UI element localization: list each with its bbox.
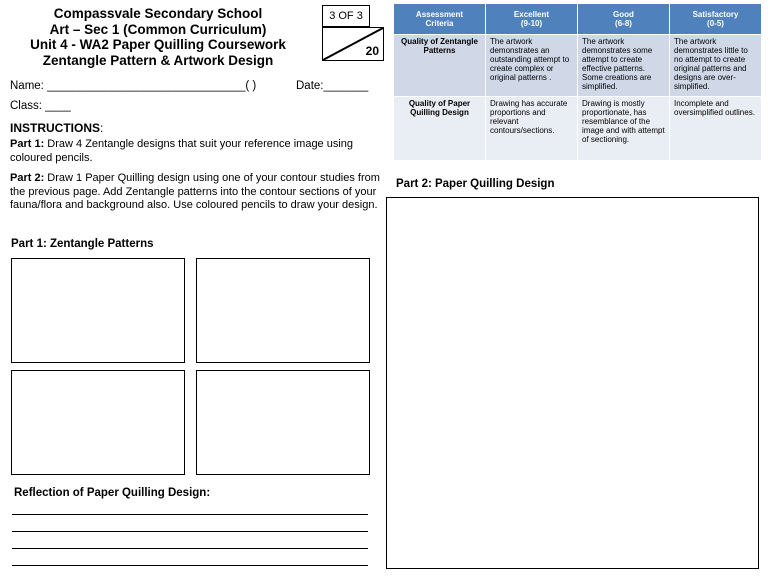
instruction-part1 xyxy=(10,138,380,165)
reflection-line-1[interactable] xyxy=(12,514,368,515)
part1-heading: Part 1: Zentangle Patterns xyxy=(11,238,154,250)
rubric-excellent: The artwork demonstrates an outstanding attempt to create complex or original patterns . xyxy=(486,35,578,97)
class-field[interactable] xyxy=(10,100,71,112)
rubric-header-good: Good (6-8) xyxy=(578,4,670,35)
rubric-good: Drawing is mostly proportionate, has resemblance of the image and with attempt of sectioning. xyxy=(578,97,670,161)
name-line: _______________________________( ) xyxy=(47,80,257,92)
part2-text: Draw 1 Paper Quilling design using one of your contour studies from the previous page. Add Zentangle patterns into the contour sections of your fauna/flora and background also. Use coloured pencils to draw your design. xyxy=(10,172,380,211)
instructions-heading: INSTRUCTIONS: xyxy=(10,121,104,135)
reflection-heading: Reflection of Paper Quilling Design: xyxy=(14,487,211,499)
reflection-line-2[interactable] xyxy=(12,531,368,532)
reflection-line-3[interactable] xyxy=(12,548,368,549)
name-label: Name: xyxy=(10,80,44,92)
rubric-row xyxy=(394,97,762,161)
document-header xyxy=(0,6,316,68)
name-field[interactable] xyxy=(10,80,256,92)
rubric-row xyxy=(394,35,762,97)
course-name: Art – Sec 1 (Common Curriculum) xyxy=(49,21,267,37)
class-line: ____ xyxy=(45,100,71,112)
zentangle-box-3[interactable] xyxy=(11,370,185,475)
score-box xyxy=(322,27,384,61)
zentangle-box-2[interactable] xyxy=(196,258,370,363)
rubric-good: The artwork demonstrates some attempt to create effective patterns. Some creations are simplified. xyxy=(578,35,670,97)
date-label: Date: xyxy=(296,80,324,92)
rubric-header-criteria: Assessment Criteria xyxy=(394,4,486,35)
rubric-header-row xyxy=(394,4,762,35)
total-marks: 20 xyxy=(365,44,379,58)
page-number: 3 OF 3 xyxy=(322,5,370,27)
rubric-satisfactory: Incomplete and oversimplified outlines. xyxy=(670,97,762,161)
rubric-header-excellent: Excellent (9-10) xyxy=(486,4,578,35)
rubric-satisfactory: The artwork demonstrates little to no attempt to create original patterns and designs are over-simplified. xyxy=(670,35,762,97)
part1-label: Part 1: xyxy=(10,138,45,150)
reflection-line-4[interactable] xyxy=(12,565,368,566)
rubric-criteria: Quality of Paper Quilling Design xyxy=(394,97,486,161)
quilling-design-box[interactable] xyxy=(386,197,759,569)
assessment-rubric xyxy=(393,3,762,161)
date-field[interactable] xyxy=(296,80,368,92)
date-line: _______ xyxy=(323,80,369,92)
rubric-header-satisfactory: Satisfactory (0-5) xyxy=(670,4,762,35)
zentangle-box-1[interactable] xyxy=(11,258,185,363)
class-label: Class: xyxy=(10,100,42,112)
part2-label: Part 2: xyxy=(10,172,45,184)
rubric-excellent: Drawing has accurate proportions and relevant contours/sections. xyxy=(486,97,578,161)
rubric-criteria: Quality of Zentangle Patterns xyxy=(394,35,486,97)
school-name: Compassvale Secondary School xyxy=(53,6,263,21)
zentangle-box-4[interactable] xyxy=(196,370,370,475)
part2-heading: Part 2: Paper Quilling Design xyxy=(396,178,555,190)
part1-text: Draw 4 Zentangle designs that suit your reference image using coloured pencils. xyxy=(10,138,354,164)
topic-title: Zentangle Pattern & Artwork Design xyxy=(42,52,274,68)
unit-title: Unit 4 - WA2 Paper Quilling Coursework xyxy=(30,37,286,52)
instruction-part2 xyxy=(10,172,380,213)
